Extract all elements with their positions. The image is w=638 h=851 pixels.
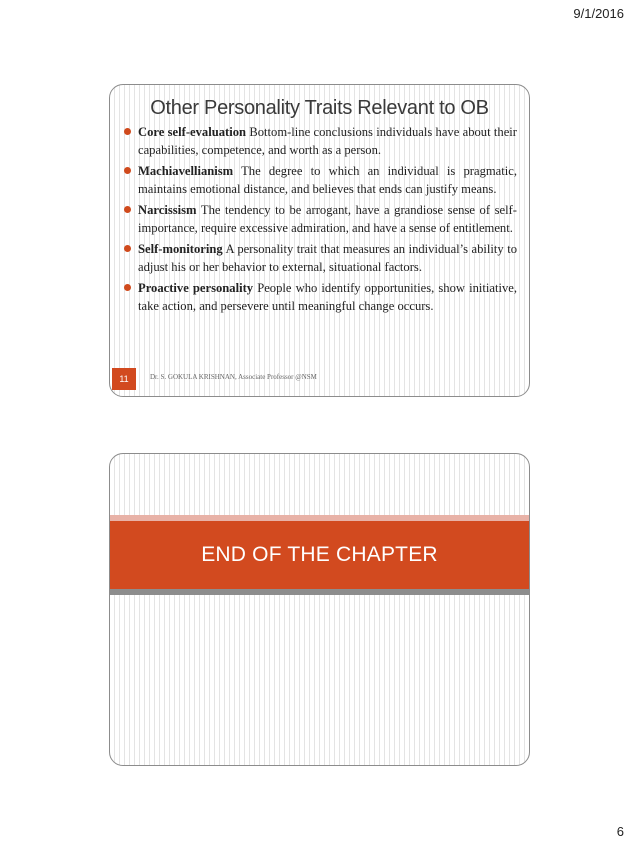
title-band [110, 521, 529, 589]
trait-list [110, 123, 529, 315]
trait-definition: The tendency to be arrogant, have a grandiose sense of self-importance, require excessive admiration, and have a sense of entitlement. [138, 203, 517, 235]
trait-term: Core self-evaluation [138, 125, 247, 139]
list-item [122, 279, 517, 315]
bullet-icon [124, 284, 131, 291]
trait-term: Self-monitoring [138, 242, 223, 256]
slide-title: Other Personality Traits Relevant to OB [150, 97, 489, 119]
page-date: 9/1/2016 [573, 6, 624, 21]
trait-term: Machiavellianism [138, 164, 234, 178]
list-item [122, 240, 517, 276]
footer-credit: Dr. S. GOKULA KRISHNAN, Associate Professor @NSM [150, 373, 317, 381]
slide-personality-traits [109, 84, 530, 397]
list-item [122, 123, 517, 159]
page-number: 6 [616, 824, 624, 839]
bullet-icon [124, 128, 131, 135]
accent-band-dark [110, 589, 529, 595]
slide-end-of-chapter [109, 453, 530, 766]
trait-term: Narcissism [138, 203, 197, 217]
bullet-icon [124, 206, 131, 213]
bullet-icon [124, 167, 131, 174]
trait-definition: A personality trait that measures an individual’s ability to adjust his or her behavior to external, situational factors. [138, 242, 517, 274]
slide-footer [110, 368, 529, 390]
list-item [122, 162, 517, 198]
bullet-icon [124, 245, 131, 252]
end-of-chapter-title: END OF THE CHAPTER [201, 543, 438, 566]
slide-number-badge: 11 [112, 368, 136, 390]
trait-definition: People who identify opportunities, show initiative, take action, and persevere until meaningful change occurs. [138, 281, 517, 313]
list-item [122, 201, 517, 237]
trait-term: Proactive personality [138, 281, 254, 295]
trait-definition: Bottom-line conclusions individuals have about their capabilities, competence, and worth as a person. [138, 125, 517, 157]
trait-definition: The degree to which an individual is pragmatic, maintains emotional distance, and believes that ends can justify means. [138, 164, 517, 196]
